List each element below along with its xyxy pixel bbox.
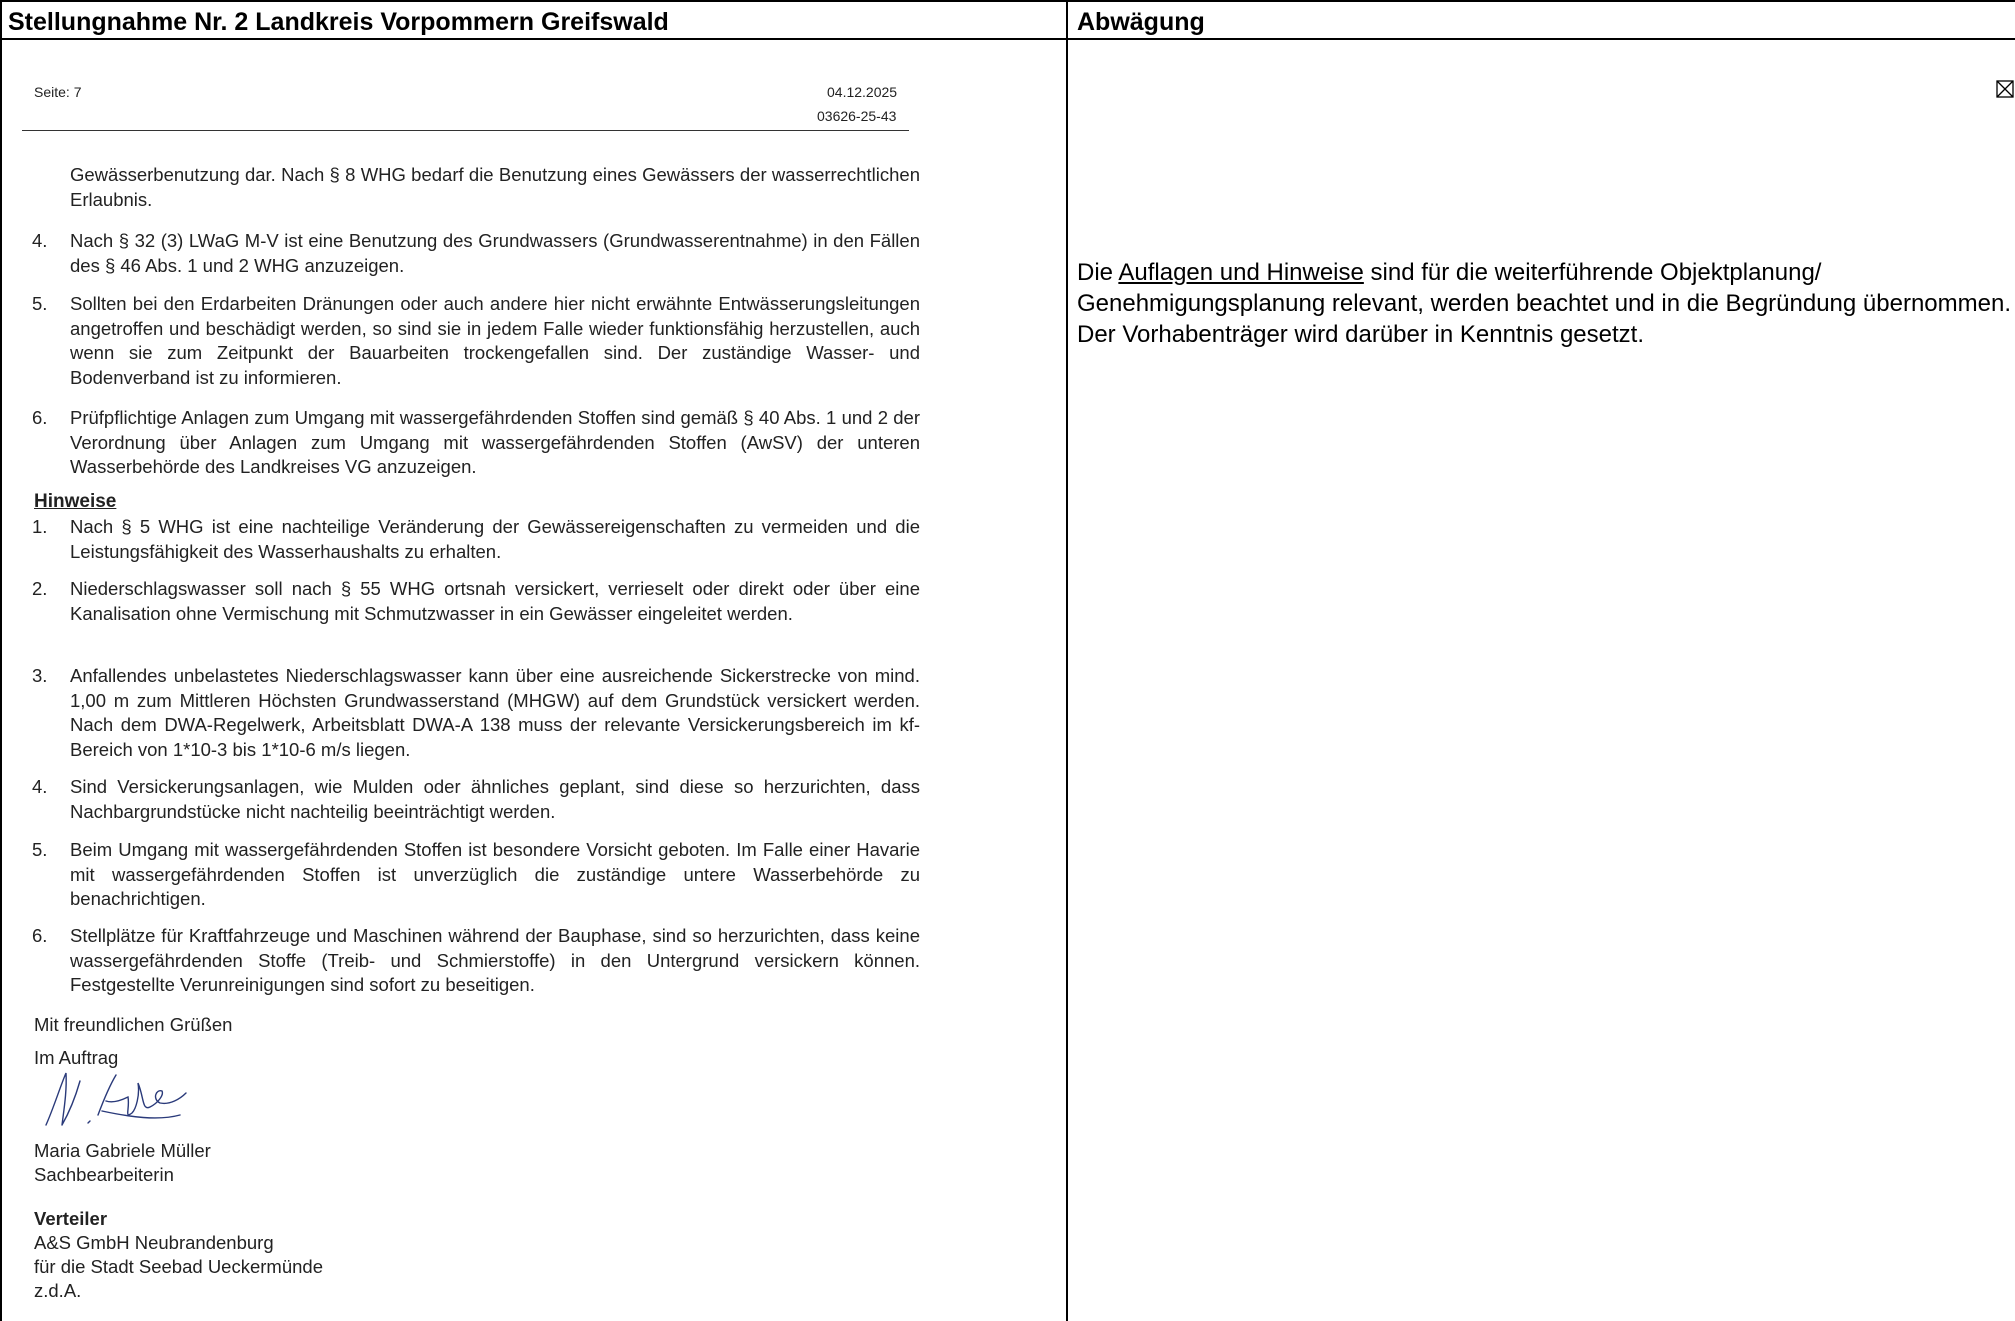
item-text: Anfallendes unbelastetes Niederschlagswasser kann über eine ausreichende Sickerstrecke von mind. 1,00 m zum Mittleren Höchsten Grundwasserstand (MHGW) auf dem Grundstück versickert werden. Nach dem DWA-Regelwerk, Arbeitsblatt DWA-A 138 muss der relevante Versickerungsbereich im kf-Bereich von 1*10-3 bis 1*10-6 m/s liegen. — [70, 665, 920, 760]
table-column-divider — [1066, 0, 1068, 1321]
item-number: 1. — [32, 516, 48, 537]
right-column-header: Abwägung — [1077, 8, 1205, 36]
item-number: 6. — [32, 925, 48, 946]
page-label: Seite: 7 — [34, 84, 82, 100]
letter-reference: 03626-25-43 — [817, 108, 897, 124]
requirement-item-5 — [32, 292, 920, 390]
handwritten-signature — [40, 1065, 190, 1137]
assessment-lead: Die — [1077, 259, 1119, 286]
item-number: 4. — [32, 776, 48, 797]
item-text: Nach § 32 (3) LWaG M-V ist eine Benutzung des Grundwassers (Grundwasserentnahme) in den Fällen des § 46 Abs. 1 und 2 WHG anzuzeigen. — [70, 230, 920, 276]
item-text: Sollten bei den Erdarbeiten Dränungen oder auch andere hier nicht erwähnte Entwässerungsleitungen angetroffen und beschädigt werden, so sind sie in jedem Falle wieder funktionsfähig herzustellen, auch wenn sie zum Zeitpunkt der Bauarbeiten trockengefallen sind. Der zuständige Wasser- und Bodenverband ist zu informieren. — [70, 293, 920, 388]
hint-item-3 — [32, 664, 920, 762]
item-number: 6. — [32, 407, 48, 428]
letter-header-rule — [22, 130, 909, 131]
closing-line: Mit freundlichen Grüßen — [34, 1014, 233, 1035]
hint-item-4 — [32, 775, 920, 824]
item-number: 5. — [32, 293, 48, 314]
hint-item-6 — [32, 924, 920, 998]
requirement-item-4 — [32, 229, 920, 278]
distribution-list: A&S GmbH Neubrandenburg für die Stadt Seebad Ueckermünde z.d.A. — [34, 1232, 323, 1301]
item-number: 3. — [32, 665, 48, 686]
checked-box-icon — [1996, 80, 2014, 98]
hint-item-2 — [32, 577, 920, 626]
item-number: 4. — [32, 230, 48, 251]
item-text: Prüfpflichtige Anlagen zum Umgang mit wassergefährdenden Stoffen sind gemäß § 40 Abs. 1 und 2 der Verordnung über Anlagen zum Umgang mit wassergefährdenden Stoffen (AwSV) der unteren Wasserbehörde des Landkreises VG anzuzeigen. — [70, 407, 920, 477]
hints-heading: Hinweise — [34, 491, 117, 512]
hint-item-5 — [32, 838, 920, 912]
assessment-text — [1077, 257, 2015, 350]
distribution-heading: Verteiler — [34, 1208, 108, 1229]
im-auftrag-line: Im Auftrag — [34, 1047, 119, 1068]
item-text: Sind Versickerungsanlagen, wie Mulden oder ähnliches geplant, sind diese so herzurichten, dass Nachbargrundstücke nicht nachteilig beeinträchtigt werden. — [70, 776, 920, 822]
assessment-body: sind für die weiterführende Objektplanung/ Genehmigungsplanung relevant, werden beachtet und in die Begründung übernommen. Der Vorhabenträger wird darüber in Kenntnis gesetzt. — [1077, 259, 2011, 348]
left-column-header: Stellungnahme Nr. 2 Landkreis Vorpommern Greifswald — [8, 8, 669, 36]
signer-name: Maria Gabriele Müller — [34, 1140, 211, 1161]
table-border-left — [0, 0, 2, 1321]
requirement-item-6 — [32, 406, 920, 480]
table-border-top — [0, 0, 2015, 2]
signer-role: Sachbearbeiterin — [34, 1164, 174, 1185]
hint-item-1 — [32, 515, 920, 564]
item-text: Stellplätze für Kraftfahrzeuge und Maschinen während der Bauphase, sind so herzurichten, dass keine wassergefährdenden Stoffe (Treib- und Schmierstoffe) in den Untergrund versickern können. Festgestellte Verunreinigungen sind sofort zu beseitigen. — [70, 925, 920, 995]
item-text: Nach § 5 WHG ist eine nachteilige Veränderung der Gewässereigenschaften zu vermeiden und die Leistungsfähigkeit des Wasserhaushalts zu erhalten. — [70, 516, 920, 562]
item-number: 5. — [32, 839, 48, 860]
item-text: Niederschlagswasser soll nach § 55 WHG ortsnah versickert, verrieselt oder direkt oder über eine Kanalisation ohne Vermischung mit Schmutzwasser in ein Gewässer eingeleitet werden. — [70, 578, 920, 624]
letter-date: 04.12.2025 — [827, 84, 898, 100]
item-text: Beim Umgang mit wassergefährdenden Stoffen ist besondere Vorsicht geboten. Im Falle einer Havarie mit wassergefährdenden Stoffen ist unverzüglich die zuständige untere Wasserbehörde zu benachrichtigen. — [70, 839, 920, 909]
item-number: 2. — [32, 578, 48, 599]
assessment-underlined-term: Auflagen und Hinweise — [1118, 259, 1364, 286]
letter-scan — [22, 40, 1062, 1321]
continuation-paragraph: Gewässerbenutzung dar. Nach § 8 WHG bedarf die Benutzung eines Gewässers der wasserrechtlichen Erlaubnis. — [70, 164, 920, 210]
